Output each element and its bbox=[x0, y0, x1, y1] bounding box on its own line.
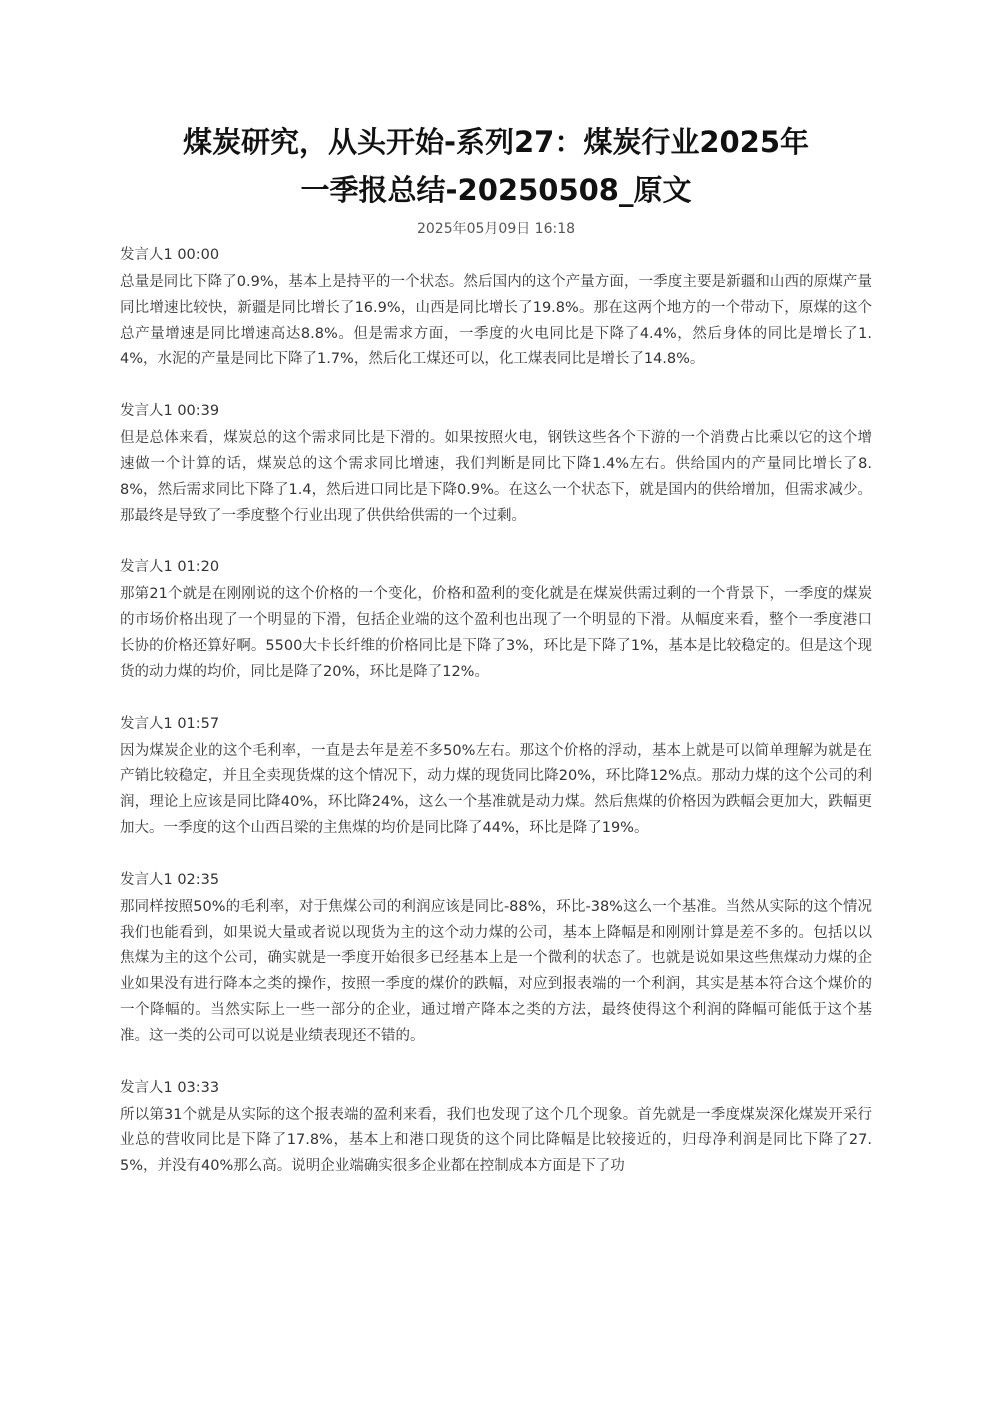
speaker-timestamp: 发言人1 00:39 bbox=[120, 403, 220, 420]
document-date: 2025年05月09日 16:18 bbox=[416, 221, 576, 237]
document-title: 煤炭研究，从头开始-系列27：煤炭行业2025年一季报总结-20250508_原文 bbox=[182, 125, 810, 207]
segment-text: 所以第31个就是从实际的这个报表端的盈利来看，我们也发现了这个几个现象。首先就是一季度煤炭深化煤炭开采行业总的营收同比是下降了17.8%，基本上和港口现货的这个同比降幅是比较接近的，归母净利润是同比下降了27.5%，并没有40%那么高。说明企业端确实很多企业都在控制成本方面是下了功 bbox=[120, 1106, 872, 1175]
transcript-segment bbox=[120, 557, 872, 685]
segment-text: 那第21个就是在刚刚说的这个价格的一个变化，价格和盈利的变化就是在煤炭供需过剩的一个背景下，一季度的煤炭的市场价格出现了一个明显的下滑，包括企业端的这个盈利也出现了一个明显的下滑。从幅度来看，整个一季度港口长协的价格还算好啊。5500大卡长纤维的价格同比是下降了3%，环比是下降了1%，基本是比较稳定的。但是这个现货的动力煤的均价，同比是降了20%，环比是降了12%。 bbox=[120, 586, 872, 680]
speaker-timestamp: 发言人1 01:20 bbox=[120, 559, 220, 576]
transcript-segment bbox=[120, 245, 872, 373]
transcript-segment bbox=[120, 401, 872, 529]
segment-text: 总量是同比下降了0.9%，基本上是持平的一个状态。然后国内的这个产量方面，一季度主要是新疆和山西的原煤产量同比增速比较快，新疆是同比增长了16.9%，山西是同比增长了19.8%。那在这两个地方的一个带动下，原煤的这个总产量增速是同比增速高达8.8%。但是需求方面，一季度的火电同比是下降了4.4%，然后身体的同比是增长了1.4%，水泥的产量是同比下降了1.7%，然后化工煤还可以，化工煤表同比是增长了14.8%。 bbox=[120, 274, 872, 368]
segment-text: 因为煤炭企业的这个毛利率，一直是去年是差不多50%左右。那这个价格的浮动，基本上就是可以简单理解为就是在产销比较稳定，并且全卖现货煤的这个情况下，动力煤的现货同比降20%，环比降12%点。那动力煤的这个公司的利润，理论上应该是同比降40%，环比降24%，这么一个基准就是动力煤。然后焦煤的价格因为跌幅会更加大，跌幅更加大。一季度的这个山西吕梁的主焦煤的均价是同比降了44%，环比是降了19%。 bbox=[120, 742, 872, 836]
transcript-segment bbox=[120, 1078, 872, 1180]
transcript-segment bbox=[120, 714, 872, 842]
transcript bbox=[120, 245, 872, 1208]
speaker-timestamp: 发言人1 01:57 bbox=[120, 715, 220, 732]
speaker-timestamp: 发言人1 03:33 bbox=[120, 1079, 220, 1096]
speaker-timestamp: 发言人1 00:00 bbox=[120, 247, 220, 263]
segment-text: 那同样按照50%的毛利率，对于焦煤公司的利润应该是同比-88%，环比-38%这么一个基准。当然从实际的这个情况我们也能看到，如果说大量或者说以现货为主的这个动力煤的公司，基本上降幅是和刚刚计算是差不多的。包括以以焦煤为主的这个公司，确实就是一季度开始很多已经基本上是一个微利的状态了。也就是说如果这些焦煤动力煤的企业如果没有进行降本之类的操作，按照一季度的煤价的跌幅，对应到报表端的一个利润，其实是基本符合这个煤价的一个降幅的。当然实际上一些一部分的企业，通过增产降本之类的方法，最终使得这个利润的降幅可能低于这个基准。这一类的公司可以说是业绩表现还不错的。 bbox=[120, 898, 872, 1044]
segment-text: 但是总体来看，煤炭总的这个需求同比是下滑的。如果按照火电，钢铁这些各个下游的一个消费占比乘以它的这个增速做一个计算的话，煤炭总的这个需求同比增速，我们判断是同比下降1.4%左右。供给国内的产量同比增长了8.8%，然后需求同比下降了1.4，然后进口同比是下降0.9%。在这么一个状态下，就是国内的供给增加，但需求减少。那最终是导致了一季度整个行业出现了供供给供需的一个过剩。 bbox=[120, 430, 872, 524]
transcript-segment bbox=[120, 870, 872, 1050]
speaker-timestamp: 发言人1 02:35 bbox=[120, 871, 220, 888]
